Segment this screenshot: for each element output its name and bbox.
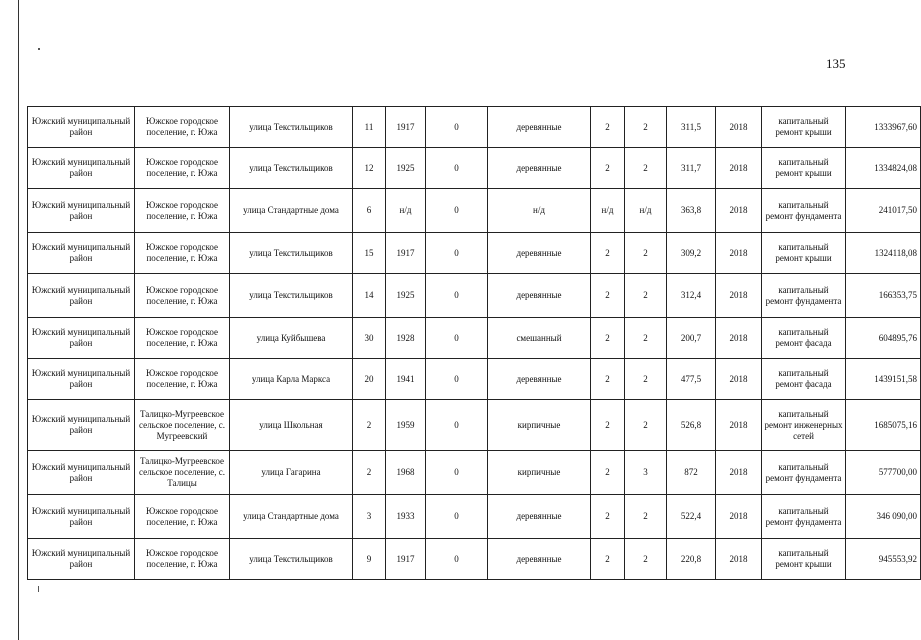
column-8-cell: 2 [591, 148, 625, 189]
area-cell: 311,7 [667, 148, 716, 189]
table-row [28, 400, 921, 451]
area-cell: 363,8 [667, 189, 716, 233]
table-row [28, 233, 921, 274]
street-cell: улица Стандартные дома [230, 189, 353, 233]
wall-material-cell: н/д [488, 189, 591, 233]
wall-material-cell: деревянные [488, 107, 591, 148]
build-year-cell: 1917 [386, 233, 426, 274]
cost-cell: 241017,50 [846, 189, 921, 233]
settlement-cell: Южское городское поселение, г. Южа [135, 107, 230, 148]
column-8-cell: 2 [591, 539, 625, 580]
plan-year-cell: 2018 [716, 539, 762, 580]
table-row [28, 359, 921, 400]
cost-cell: 166353,75 [846, 274, 921, 318]
column-6-cell: 0 [426, 318, 488, 359]
street-cell: улица Текстильщиков [230, 233, 353, 274]
district-cell: Южский муниципальный район [28, 400, 135, 451]
cost-cell: 577700,00 [846, 451, 921, 495]
district-cell: Южский муниципальный район [28, 148, 135, 189]
settlement-cell: Южское городское поселение, г. Южа [135, 318, 230, 359]
cost-cell: 1685075,16 [846, 400, 921, 451]
house-number-cell: 3 [353, 495, 386, 539]
house-number-cell: 2 [353, 451, 386, 495]
table-row [28, 539, 921, 580]
column-6-cell: 0 [426, 189, 488, 233]
wall-material-cell: деревянные [488, 495, 591, 539]
district-cell: Южский муниципальный район [28, 539, 135, 580]
column-9-cell: 2 [625, 148, 667, 189]
work-type-cell: капитальный ремонт крыши [762, 148, 846, 189]
plan-year-cell: 2018 [716, 107, 762, 148]
district-cell: Южский муниципальный район [28, 451, 135, 495]
plan-year-cell: 2018 [716, 451, 762, 495]
district-cell: Южский муниципальный район [28, 107, 135, 148]
plan-year-cell: 2018 [716, 148, 762, 189]
area-cell: 526,8 [667, 400, 716, 451]
column-8-cell: 2 [591, 451, 625, 495]
district-cell: Южский муниципальный район [28, 359, 135, 400]
table-row [28, 148, 921, 189]
cost-cell: 604895,76 [846, 318, 921, 359]
settlement-cell: Талицко-Мугреевское сельское поселение, с. Мугреевский [135, 400, 230, 451]
column-6-cell: 0 [426, 359, 488, 400]
street-cell: улица Текстильщиков [230, 539, 353, 580]
house-number-cell: 6 [353, 189, 386, 233]
street-cell: улица Текстильщиков [230, 148, 353, 189]
settlement-cell: Южское городское поселение, г. Южа [135, 495, 230, 539]
build-year-cell: 1968 [386, 451, 426, 495]
column-8-cell: 2 [591, 274, 625, 318]
build-year-cell: 1933 [386, 495, 426, 539]
plan-year-cell: 2018 [716, 233, 762, 274]
wall-material-cell: кирпичные [488, 400, 591, 451]
wall-material-cell: деревянные [488, 359, 591, 400]
table-row [28, 274, 921, 318]
column-6-cell: 0 [426, 107, 488, 148]
district-cell: Южский муниципальный район [28, 274, 135, 318]
build-year-cell: 1925 [386, 274, 426, 318]
table-row [28, 189, 921, 233]
column-9-cell: 2 [625, 539, 667, 580]
work-type-cell: капитальный ремонт фасада [762, 318, 846, 359]
build-year-cell: 1941 [386, 359, 426, 400]
street-cell: улица Текстильщиков [230, 274, 353, 318]
work-type-cell: капитальный ремонт фундамента [762, 274, 846, 318]
work-type-cell: капитальный ремонт фундамента [762, 451, 846, 495]
work-type-cell: капитальный ремонт крыши [762, 107, 846, 148]
table-body [28, 107, 921, 580]
work-type-cell: капитальный ремонт фундамента [762, 189, 846, 233]
wall-material-cell: деревянные [488, 539, 591, 580]
cost-cell: 1334824,08 [846, 148, 921, 189]
plan-year-cell: 2018 [716, 495, 762, 539]
cost-cell: 346 090,00 [846, 495, 921, 539]
column-8-cell: 2 [591, 107, 625, 148]
column-9-cell: 2 [625, 107, 667, 148]
column-6-cell: 0 [426, 148, 488, 189]
wall-material-cell: смешанный [488, 318, 591, 359]
wall-material-cell: деревянные [488, 233, 591, 274]
district-cell: Южский муниципальный район [28, 318, 135, 359]
plan-year-cell: 2018 [716, 359, 762, 400]
column-8-cell: 2 [591, 359, 625, 400]
column-6-cell: 0 [426, 451, 488, 495]
column-8-cell: н/д [591, 189, 625, 233]
column-8-cell: 2 [591, 495, 625, 539]
house-number-cell: 11 [353, 107, 386, 148]
build-year-cell: 1917 [386, 539, 426, 580]
column-6-cell: 0 [426, 233, 488, 274]
house-number-cell: 15 [353, 233, 386, 274]
column-9-cell: 2 [625, 495, 667, 539]
column-6-cell: 0 [426, 274, 488, 318]
build-year-cell: 1928 [386, 318, 426, 359]
settlement-cell: Южское городское поселение, г. Южа [135, 233, 230, 274]
street-cell: улица Гагарина [230, 451, 353, 495]
work-type-cell: капитальный ремонт инженерных сетей [762, 400, 846, 451]
house-number-cell: 2 [353, 400, 386, 451]
settlement-cell: Южское городское поселение, г. Южа [135, 274, 230, 318]
area-cell: 220,8 [667, 539, 716, 580]
house-number-cell: 12 [353, 148, 386, 189]
settlement-cell: Южское городское поселение, г. Южа [135, 189, 230, 233]
house-number-cell: 14 [353, 274, 386, 318]
area-cell: 477,5 [667, 359, 716, 400]
house-number-cell: 30 [353, 318, 386, 359]
column-8-cell: 2 [591, 400, 625, 451]
district-cell: Южский муниципальный район [28, 189, 135, 233]
area-cell: 522,4 [667, 495, 716, 539]
plan-year-cell: 2018 [716, 400, 762, 451]
column-8-cell: 2 [591, 318, 625, 359]
street-cell: улица Школьная [230, 400, 353, 451]
page-number: 135 [826, 56, 846, 71]
build-year-cell: н/д [386, 189, 426, 233]
street-cell: улица Карла Маркса [230, 359, 353, 400]
binding-line [18, 0, 19, 640]
wall-material-cell: кирпичные [488, 451, 591, 495]
district-cell: Южский муниципальный район [28, 495, 135, 539]
build-year-cell: 1925 [386, 148, 426, 189]
cost-cell: 1333967,60 [846, 107, 921, 148]
column-9-cell: 2 [625, 233, 667, 274]
column-9-cell: 2 [625, 359, 667, 400]
wall-material-cell: деревянные [488, 148, 591, 189]
housing-repair-table [27, 106, 921, 580]
column-9-cell: н/д [625, 189, 667, 233]
column-9-cell: 3 [625, 451, 667, 495]
column-9-cell: 2 [625, 400, 667, 451]
table-row [28, 451, 921, 495]
build-year-cell: 1917 [386, 107, 426, 148]
scan-speck [38, 586, 39, 592]
plan-year-cell: 2018 [716, 318, 762, 359]
settlement-cell: Талицко-Мугреевское сельское поселение, с. Талицы [135, 451, 230, 495]
settlement-cell: Южское городское поселение, г. Южа [135, 539, 230, 580]
work-type-cell: капитальный ремонт крыши [762, 233, 846, 274]
work-type-cell: капитальный ремонт фундамента [762, 495, 846, 539]
table-row [28, 107, 921, 148]
area-cell: 312,4 [667, 274, 716, 318]
street-cell: улица Куйбышева [230, 318, 353, 359]
table-row [28, 318, 921, 359]
plan-year-cell: 2018 [716, 189, 762, 233]
district-cell: Южский муниципальный район [28, 233, 135, 274]
area-cell: 309,2 [667, 233, 716, 274]
table-row [28, 495, 921, 539]
column-9-cell: 2 [625, 274, 667, 318]
column-8-cell: 2 [591, 233, 625, 274]
street-cell: улица Стандартные дома [230, 495, 353, 539]
cost-cell: 945553,92 [846, 539, 921, 580]
work-type-cell: капитальный ремонт крыши [762, 539, 846, 580]
settlement-cell: Южское городское поселение, г. Южа [135, 148, 230, 189]
build-year-cell: 1959 [386, 400, 426, 451]
plan-year-cell: 2018 [716, 274, 762, 318]
area-cell: 311,5 [667, 107, 716, 148]
work-type-cell: капитальный ремонт фасада [762, 359, 846, 400]
scan-speck [38, 48, 40, 50]
house-number-cell: 9 [353, 539, 386, 580]
house-number-cell: 20 [353, 359, 386, 400]
cost-cell: 1439151,58 [846, 359, 921, 400]
street-cell: улица Текстильщиков [230, 107, 353, 148]
column-6-cell: 0 [426, 539, 488, 580]
column-6-cell: 0 [426, 400, 488, 451]
settlement-cell: Южское городское поселение, г. Южа [135, 359, 230, 400]
cost-cell: 1324118,08 [846, 233, 921, 274]
wall-material-cell: деревянные [488, 274, 591, 318]
column-6-cell: 0 [426, 495, 488, 539]
area-cell: 200,7 [667, 318, 716, 359]
area-cell: 872 [667, 451, 716, 495]
column-9-cell: 2 [625, 318, 667, 359]
